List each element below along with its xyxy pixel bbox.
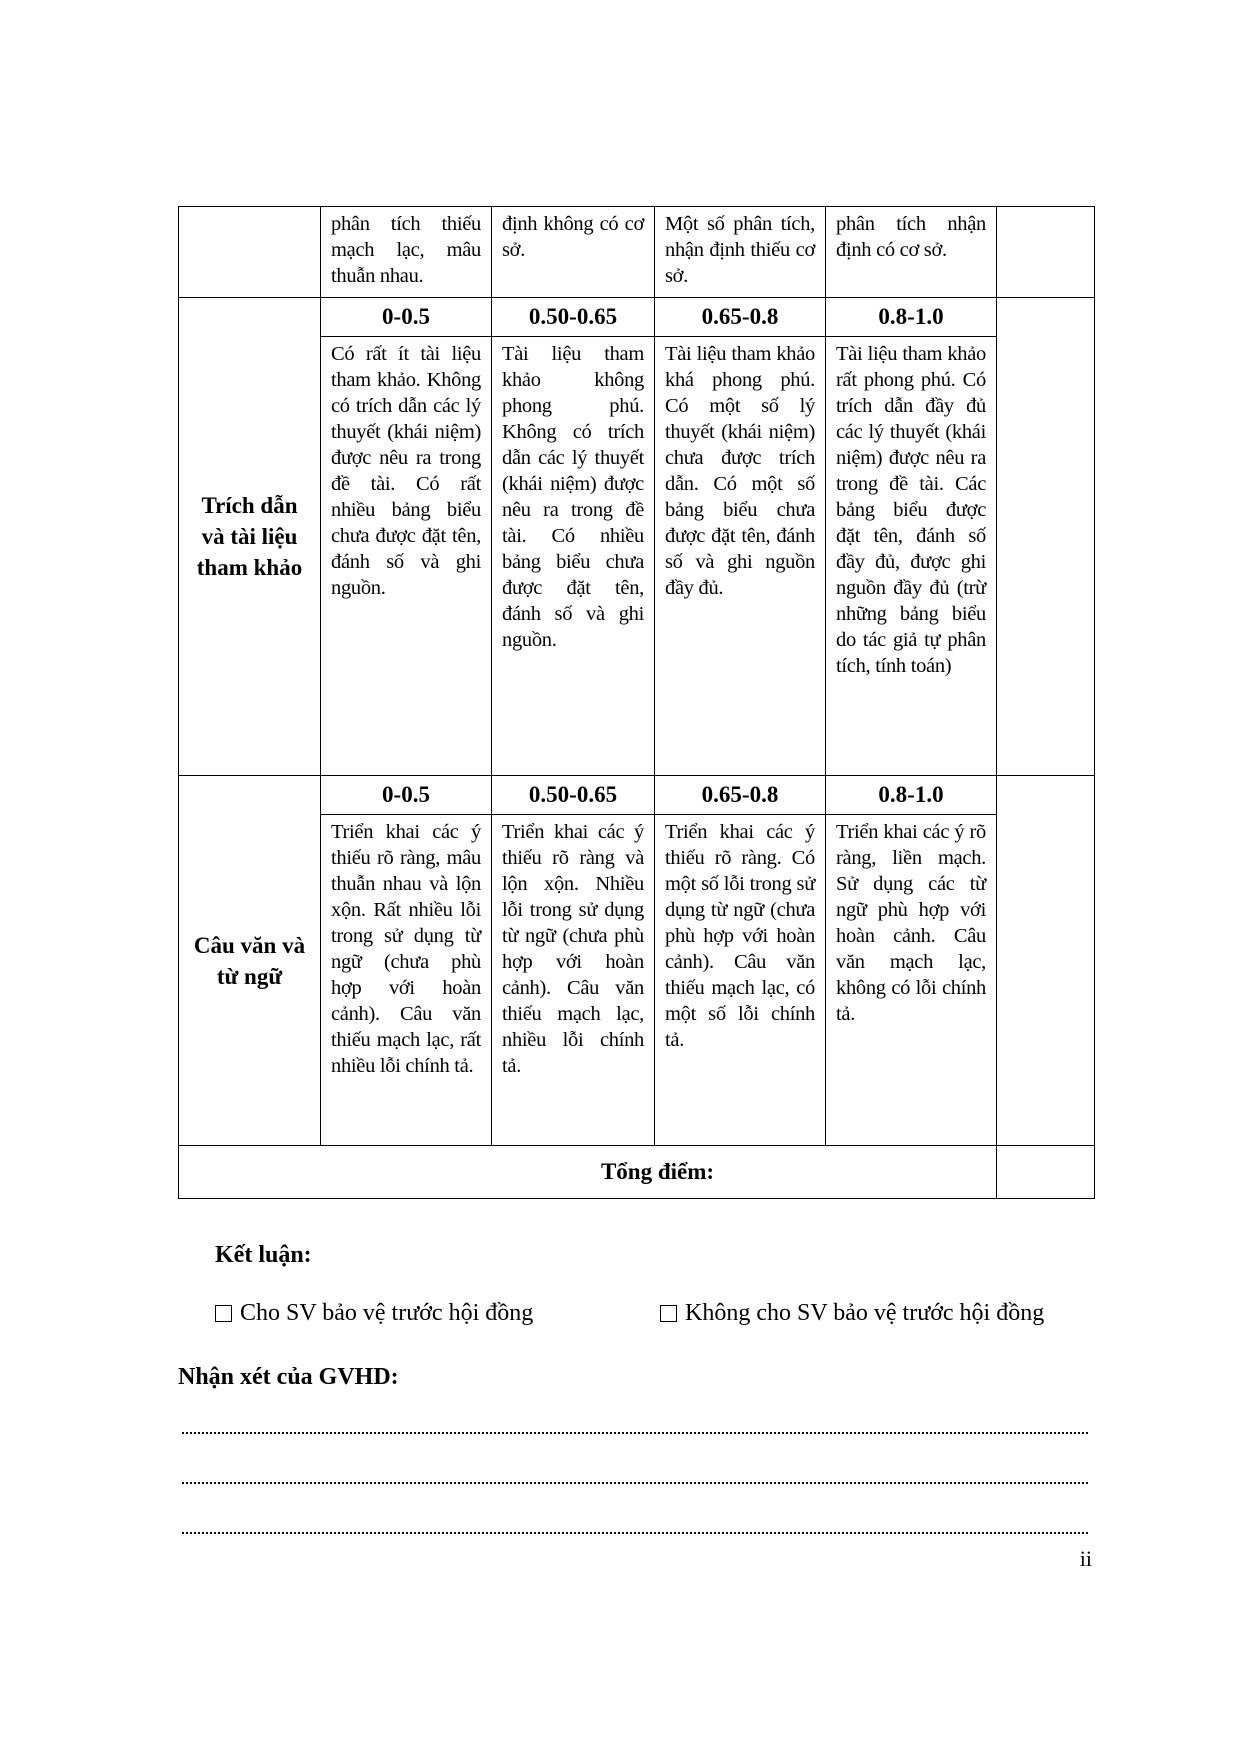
checkbox-icon[interactable] <box>660 1305 677 1322</box>
description-cell: phân tích thiếu mạch lạc, mâu thuẫn nhau. <box>321 207 492 298</box>
conclusion-title: Kết luận: <box>215 1242 312 1268</box>
criterion-cell <box>179 207 321 298</box>
checkbox-icon[interactable] <box>215 1305 232 1322</box>
option-deny-defense[interactable] <box>660 1300 1044 1327</box>
option-allow-defense[interactable] <box>215 1300 533 1327</box>
advisor-comments-title: Nhận xét của GVHD: <box>178 1364 399 1390</box>
description-cell: Triển khai các ý thiếu rõ ràng và lộn xộn. Nhiều lỗi trong sử dụng từ ngữ (chưa phù hợp với hoàn cảnh). Câu văn thiếu mạch lạc, nhiều lỗi chính tả. <box>492 815 655 1146</box>
score-range: 0.8-1.0 <box>826 298 997 337</box>
description-cell: Có rất ít tài liệu tham khảo. Không có trích dẫn các lý thuyết (khái niệm) được nêu ra trong đề tài. Có rất nhiều bảng biểu chưa được đặt tên, đánh số và ghi nguồn. <box>321 337 492 776</box>
score-range: 0-0.5 <box>321 298 492 337</box>
comment-line[interactable] <box>182 1532 1088 1534</box>
description-cell: Tài liệu tham khảo rất phong phú. Có trích dẫn đầy đủ các lý thuyết (khái niệm) được nêu ra trong đề tài. Các bảng biểu được đặt tên, đánh số đầy đủ, được ghi nguồn đầy đủ (trừ những bảng biểu do tác giả tự phân tích, tính toán) <box>826 337 997 776</box>
description-cell: phân tích nhận định có cơ sở. <box>826 207 997 298</box>
option-allow-label: Cho SV bảo vệ trước hội đồng <box>240 1300 534 1326</box>
description-cell: Một số phân tích, nhận định thiếu cơ sở. <box>655 207 826 298</box>
description-cell: định không có cơ sở. <box>492 207 655 298</box>
score-entry-cell[interactable] <box>997 776 1095 1146</box>
comment-line[interactable] <box>182 1482 1088 1484</box>
comment-line[interactable] <box>182 1432 1088 1434</box>
score-range: 0.8-1.0 <box>826 776 997 815</box>
score-entry-cell[interactable] <box>997 207 1095 298</box>
criterion-citations: Trích dẫn và tài liệu tham khảo <box>179 298 321 776</box>
description-cell: Triển khai các ý thiếu rõ ràng, mâu thuẫn nhau và lộn xộn. Rất nhiều lỗi trong sử dụng từ ngữ (chưa phù hợp với hoàn cảnh). Câu văn thiếu mạch lạc, rất nhiều lỗi chính tả. <box>321 815 492 1146</box>
total-score-cell[interactable] <box>997 1146 1095 1199</box>
score-range: 0-0.5 <box>321 776 492 815</box>
description-cell: Triển khai các ý thiếu rõ ràng. Có một số lỗi trong sử dụng từ ngữ (chưa phù hợp với hoàn cảnh). Câu văn thiếu mạch lạc, có một số lỗi chính tả. <box>655 815 826 1146</box>
rubric-table <box>178 206 1095 1199</box>
page-number: ii <box>1079 1546 1092 1571</box>
score-range: 0.65-0.8 <box>655 776 826 815</box>
score-range: 0.65-0.8 <box>655 298 826 337</box>
score-range-row <box>179 298 1095 337</box>
table-row <box>179 207 1095 298</box>
score-range: 0.50-0.65 <box>492 776 655 815</box>
total-score-label: Tổng điểm: <box>179 1146 997 1199</box>
score-range-row <box>179 776 1095 815</box>
option-deny-label: Không cho SV bảo vệ trước hội đồng <box>685 1300 1045 1326</box>
description-cell: Tài liệu tham khảo không phong phú. Không có trích dẫn các lý thuyết (khái niệm) được nêu ra trong đề tài. Có nhiều bảng biểu chưa được đặt tên, đánh số và ghi nguồn. <box>492 337 655 776</box>
total-row <box>179 1146 1095 1199</box>
score-entry-cell[interactable] <box>997 298 1095 776</box>
description-cell: Triển khai các ý rõ ràng, liền mạch. Sử dụng các từ ngữ phù hợp với hoàn cảnh. Câu văn mạch lạc, không có lỗi chính tả. <box>826 815 997 1146</box>
criterion-writing: Câu văn và từ ngữ <box>179 776 321 1146</box>
score-range: 0.50-0.65 <box>492 298 655 337</box>
description-cell: Tài liệu tham khảo khá phong phú. Có một số lý thuyết (khái niệm) chưa được trích dẫn. Có một số bảng biểu chưa được đặt tên, đánh số và ghi nguồn đầy đủ. <box>655 337 826 776</box>
